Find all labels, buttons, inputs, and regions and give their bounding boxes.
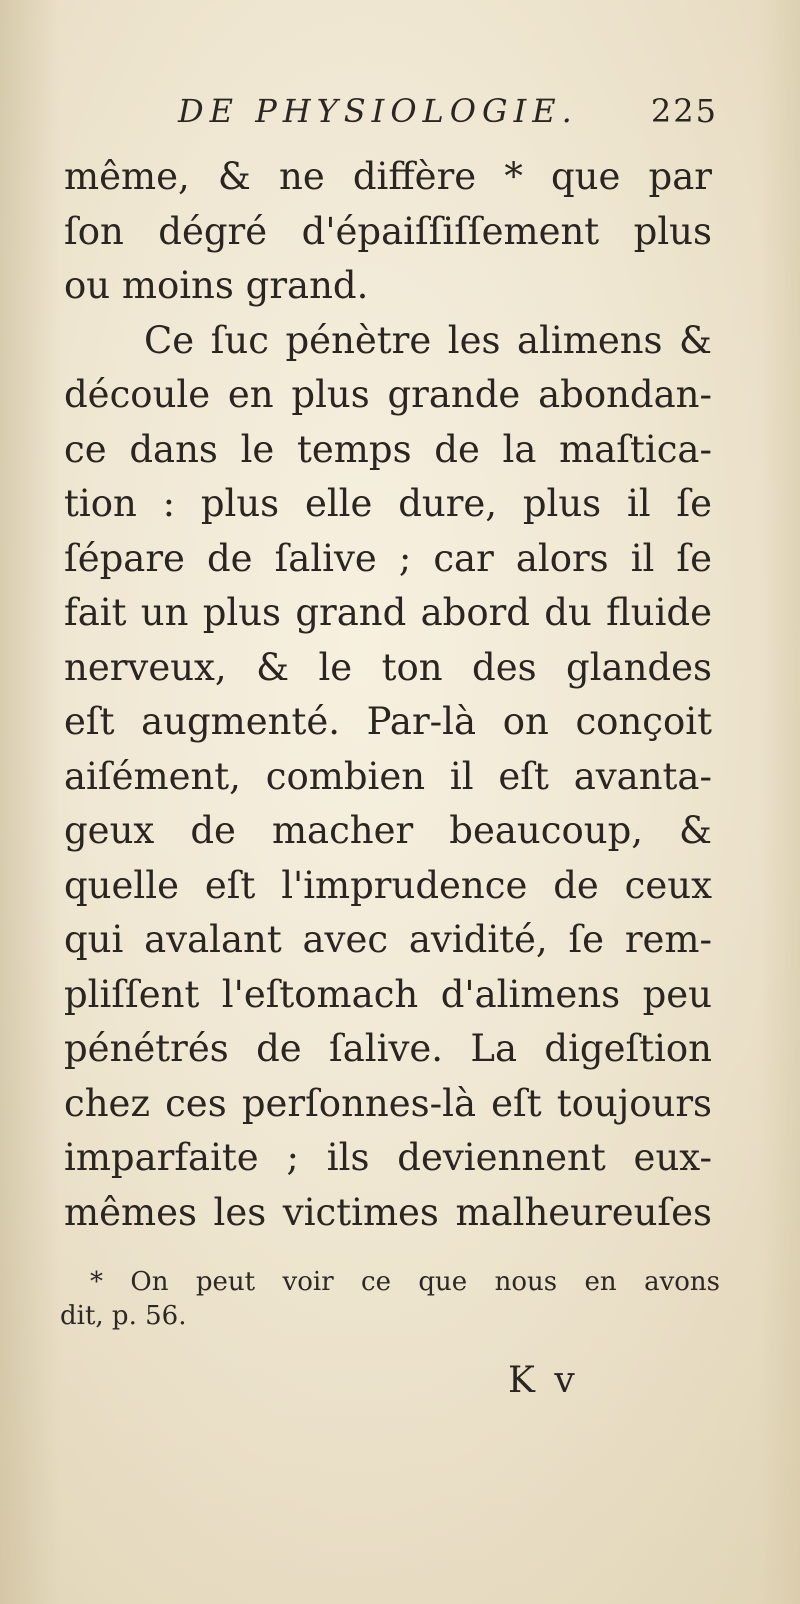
body-line: mêmes les victimes malheureuſes (64, 1190, 712, 1234)
body-line: même, & ne diffère * que par (64, 155, 712, 198)
body-line: fait un plus grand abord du fluide (64, 591, 712, 634)
body-line: pliſſent l'eſtomach d'alimens peu (64, 972, 712, 1016)
body-line: découle en plus grande abondan- (64, 373, 712, 416)
page-number: 225 (650, 92, 718, 130)
footnote-line: * On peut voir ce que nous en avons (90, 1267, 720, 1297)
body-line: imparfaite ; ils deviennent eux- (64, 1136, 712, 1179)
body-line: aiſément, combien il eſt avanta- (64, 754, 712, 798)
body-line: tion : plus elle dure, plus il ſe (64, 482, 712, 525)
body-line: ou moins grand. (64, 264, 369, 307)
running-head (178, 92, 718, 130)
body-line: ce dans le temps de la maſtica- (64, 427, 712, 471)
body-line: quelle eſt l'imprudence de ceux (64, 863, 712, 907)
footnote (60, 1265, 720, 1333)
body-line: chez ces perſonnes-là eſt toujours (64, 1081, 712, 1125)
footnote-line: dit, p. 56. (60, 1301, 187, 1331)
body-text (64, 150, 712, 1240)
body-line: ſépare de ſalive ; car alors il ſe (64, 536, 712, 580)
signature-mark: K v (508, 1360, 579, 1401)
body-line: ſon dégré d'épaiſſiſſement plus (64, 209, 712, 253)
body-line: qui avalant avec avidité, ſe rem- (64, 918, 712, 961)
body-line: Ce ſuc pénètre les alimens & (144, 318, 712, 362)
body-line: pénétrés de ſalive. La digeſtion (64, 1027, 712, 1070)
body-line: eſt augmenté. Par-là on conçoit (64, 700, 712, 743)
running-head-title: DE PHYSIOLOGIE. (178, 92, 578, 130)
body-line: geux de macher beaucoup, & (64, 809, 712, 852)
body-line: nerveux, & le ton des glandes (64, 645, 712, 689)
